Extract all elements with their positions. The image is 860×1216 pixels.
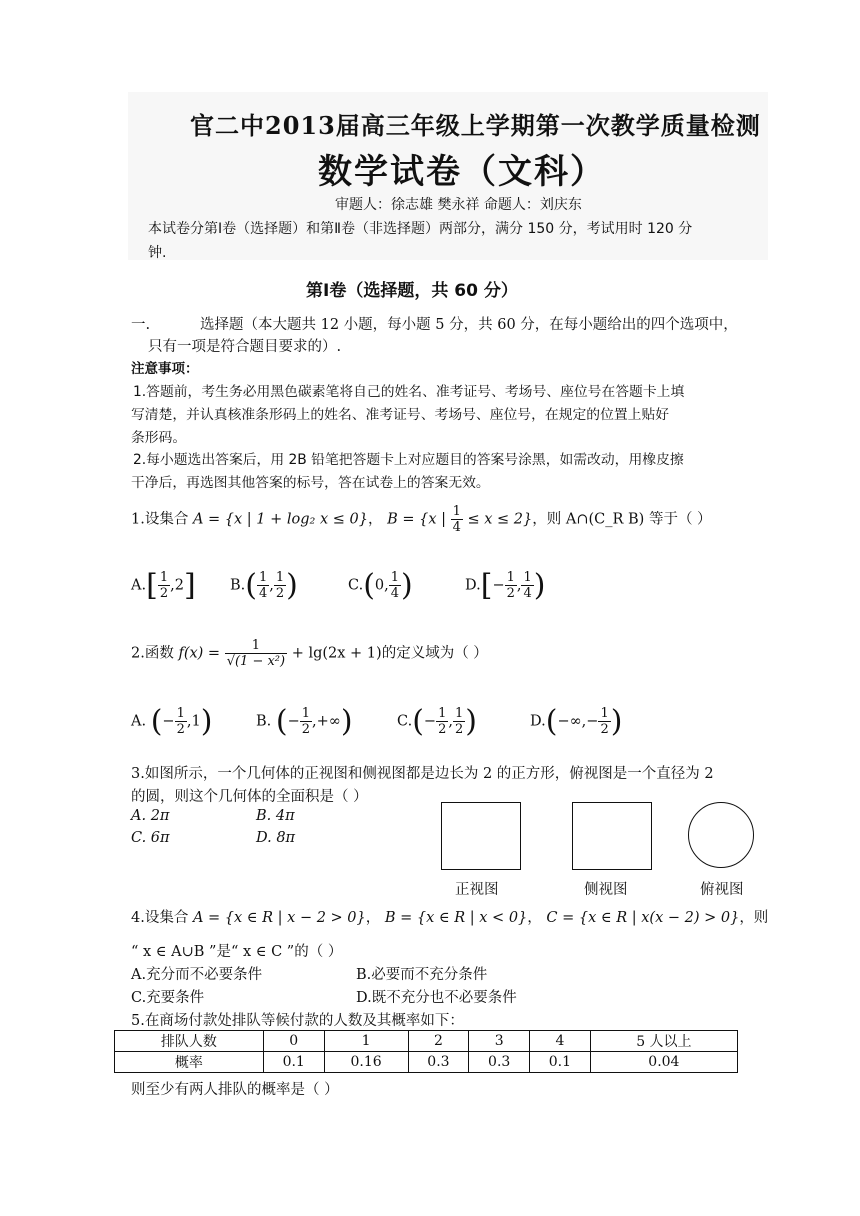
q1-option-a: A.[ $\frac{1}{2}$ ,2] — [131, 568, 196, 603]
q3-line1: 3.如图所示，一个几何体的正视图和侧视图都是边长为 2 的正方形，俯视图是一个直径为 2 — [131, 766, 714, 782]
table-cell: 4 — [530, 1031, 591, 1052]
section-instructions-2: 只有一项是符合题目要求的）. — [148, 339, 342, 355]
q2-option-b: B. (− $\frac{1}{2}$ ,+∞) — [256, 704, 353, 739]
q1-option-b: B.( $\frac{1}{4}$ , $\frac{1}{2}$ ) — [230, 568, 298, 603]
q4-set-c: C = {x ∈ R | x(x − 2) > 0} — [546, 910, 740, 926]
q4-option-a: A.充分而不必要条件 — [131, 967, 263, 983]
table-cell: 0.3 — [469, 1052, 530, 1073]
exam-authors: 审题人：徐志雄 樊永祥 命题人：刘庆东 — [335, 197, 582, 213]
question-4: 4.设集合 A = {x ∈ R | x − 2 > 0}， B = {x ∈ R | x < 0}， C = {x ∈ R | x(x − 2) > 0}，则 — [131, 910, 769, 926]
q4-prefix: 4.设集合 — [131, 910, 189, 926]
q4-then: ，则 — [739, 910, 769, 926]
exam-subject-title: 数学试卷（文科） — [318, 152, 606, 192]
q4-option-d: D.既不充分也不必要条件 — [356, 990, 517, 1006]
q3-option-d: D. 8π — [256, 830, 296, 846]
table-cell: 0.04 — [590, 1052, 737, 1073]
q2-option-d: D.(−∞,− $\frac{1}{2}$ ) — [530, 704, 623, 739]
q1-set-b-fraction: $\frac{1}{4}$ — [452, 504, 461, 535]
section-number: 一. — [131, 317, 151, 333]
q4-option-b: B.必要而不充分条件 — [356, 967, 488, 983]
note-1-line3: 条形码。 — [131, 430, 187, 446]
table-cell: 概率 — [115, 1052, 264, 1073]
q2-log-term: + lg(2x + 1) — [291, 645, 382, 662]
q1-set-a: A = {x | 1 + log₂ x ≤ 0} — [192, 511, 368, 528]
q1-prefix: 1.设集合 — [131, 511, 189, 528]
front-view-label: 正视图 — [455, 882, 499, 898]
table-cell: 3 — [469, 1031, 530, 1052]
q4-line2: “ x ∈ A∪B ”是“ x ∈ C ”的（ ） — [131, 944, 343, 960]
q1-set-b-tail: ≤ x ≤ 2} — [467, 511, 533, 528]
front-view-square — [441, 802, 521, 870]
q4-set-b: B = {x ∈ R | x < 0} — [384, 910, 528, 926]
q3-option-c: C. 6π — [131, 830, 170, 846]
exam-intro-line1: 本试卷分第Ⅰ卷（选择题）和第Ⅱ卷（非选择题）两部分，满分 150 分，考试用时 120 分 — [148, 221, 693, 237]
table-cell: 0.1 — [530, 1052, 591, 1073]
note-2-line1: 2.每小题选出答案后，用 2B 铅笔把答题卡上对应题目的答案号涂黑，如需改动，用橡皮擦 — [133, 452, 684, 468]
q2-fx: f(x) = — [178, 645, 221, 662]
table-row — [115, 1052, 738, 1073]
q2-question: 的定义域为（ ） — [381, 645, 488, 662]
note-1-line2: 写清楚，并认真核准条形码上的姓名、准考证号、考场号、座位号，在规定的位置上贴好 — [131, 407, 670, 423]
q1-option-c: C.(0, $\frac{1}{4}$ ) — [348, 568, 413, 603]
q4-set-a: A = {x ∈ R | x − 2 > 0} — [192, 910, 366, 926]
notes-heading: 注意事项： — [131, 361, 199, 377]
exam-title: 官二中2013届高三年级上学期第一次教学质量检测 — [190, 111, 761, 140]
question-1 — [131, 504, 712, 535]
q1-comma: ， — [367, 511, 383, 528]
q3-line2: 的圆，则这个几何体的全面积是（ ） — [131, 789, 368, 805]
q1-set-b-head: B = {x | — [387, 511, 446, 528]
note-1-line1: 1.答题前，考生务必用黑色碳素笔将自己的姓名、准考证号、考场号、座位号在答题卡上填 — [133, 384, 685, 400]
q3-option-a: A. 2π — [131, 808, 170, 824]
question-2 — [131, 638, 488, 669]
q5-line1: 5.在商场付款处排队等候付款的人数及其概率如下： — [131, 1013, 464, 1029]
section-instructions-1: 选择题（本大题共 12 小题，每小题 5 分，共 60 分，在每小题给出的四个选项中， — [200, 317, 738, 333]
exam-intro-line2: 钟. — [148, 245, 167, 261]
note-2-line2: 干净后，再选图其他答案的标号，答在试卷上的答案无效。 — [131, 475, 490, 491]
q1-option-d: D.[− $\frac{1}{2}$ , $\frac{1}{4}$ ) — [465, 568, 546, 603]
top-view-circle — [688, 802, 754, 868]
table-cell: 2 — [408, 1031, 469, 1052]
q2-option-a: A. (− $\frac{1}{2}$ ,1) — [131, 704, 213, 739]
q2-prefix: 2.函数 — [131, 645, 174, 662]
section-title: 第Ⅰ卷（选择题，共 60 分） — [306, 281, 518, 301]
table-cell: 0 — [263, 1031, 324, 1052]
table-row — [115, 1031, 738, 1052]
q2-option-c: C.(− $\frac{1}{2}$ , $\frac{1}{2}$ ) — [397, 704, 477, 739]
q2-fraction: $\frac{1}{\text{√(1 − x²)}}$ — [226, 638, 286, 669]
table-cell: 0.16 — [324, 1052, 408, 1073]
top-view-label: 俯视图 — [700, 882, 744, 898]
side-view-square — [572, 802, 652, 870]
q4-option-c: C.充要条件 — [131, 990, 205, 1006]
probability-table — [114, 1030, 738, 1073]
q3-option-b: B. 4π — [256, 808, 295, 824]
table-cell: 5 人以上 — [590, 1031, 737, 1052]
table-cell: 排队人数 — [115, 1031, 264, 1052]
table-cell: 0.3 — [408, 1052, 469, 1073]
side-view-label: 侧视图 — [584, 882, 628, 898]
table-cell: 1 — [324, 1031, 408, 1052]
table-cell: 0.1 — [263, 1052, 324, 1073]
q1-question: ，则 A∩(C_R B) 等于（ ） — [532, 511, 712, 528]
q5-question: 则至少有两人排队的概率是（ ） — [131, 1082, 339, 1098]
